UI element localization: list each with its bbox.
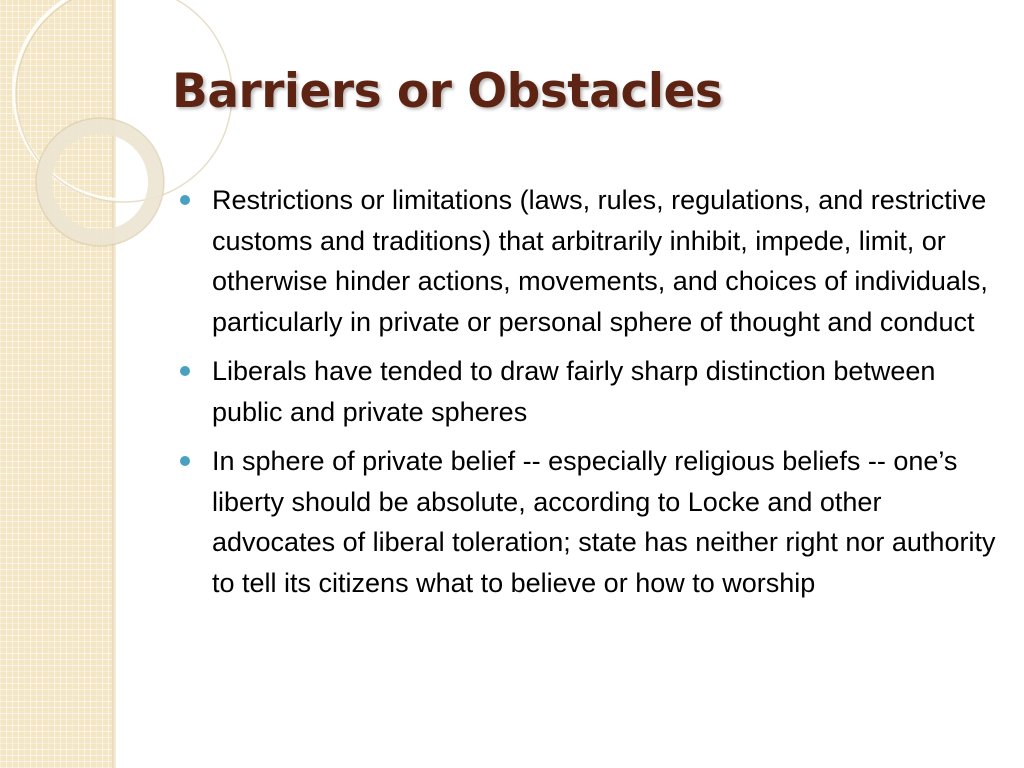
bullet-item <box>176 351 998 432</box>
bullet-dot-icon <box>180 366 190 376</box>
bullet-text: In sphere of private belief -- especially religious beliefs -- one’s liberty should be absolute, according to Locke and other advocates of liberal toleration; state has neither right nor authority to tell its citizens what to believe or how to worship <box>212 446 996 598</box>
bullet-text: Liberals have tended to draw fairly sharp distinction between public and private spheres <box>212 356 936 427</box>
bullet-dot-icon <box>180 456 190 466</box>
bullet-list <box>176 180 998 612</box>
bullet-item <box>176 180 998 342</box>
bullet-text: Restrictions or limitations (laws, rules, regulations, and restrictive customs and traditions) that arbitrarily inhibit, impede, limit, or otherwise hinder actions, movements, and choices of individuals, particularly in private or personal sphere of thought and conduct <box>212 185 988 337</box>
bullet-item <box>176 441 998 603</box>
bullet-dot-icon <box>180 195 190 205</box>
slide-title: Barriers or Obstacles <box>172 64 723 119</box>
side-panel-pattern <box>0 0 112 768</box>
side-panel-edge <box>112 0 116 768</box>
